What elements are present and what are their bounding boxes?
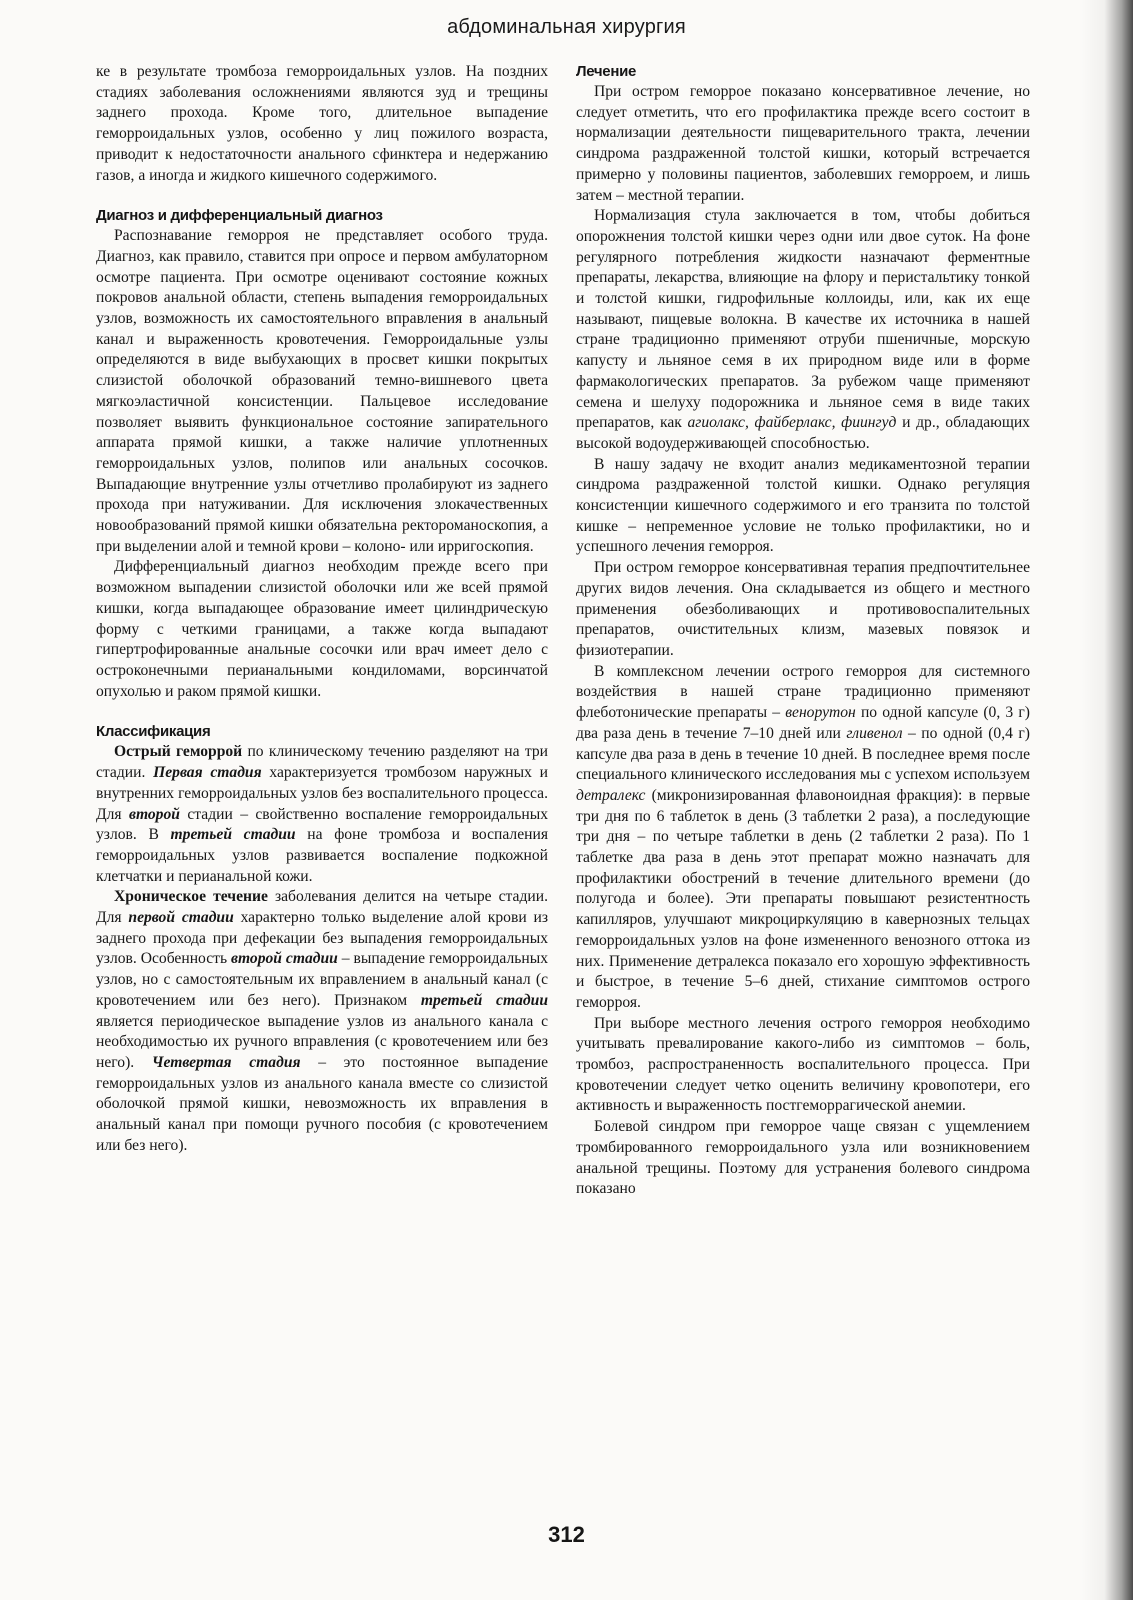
term-stage-4: Четвертая стадия — [151, 1053, 301, 1071]
paragraph-treatment-1: При остром геморрое показано консервативное лечение, но следует отметить, что его профилактика прежде всего состоит в нормализации деятельности пищеварительного тракта, лечении синдрома раздраженной толстой кишки, который встречается примерно у половины пациентов, заболевших геморроем, и лишь затем – местной терапии. — [576, 83, 1030, 204]
heading-classification: Классификация — [96, 723, 211, 741]
spacer — [96, 186, 548, 206]
left-column — [96, 62, 548, 1156]
running-head: абдоминальная хирургия — [447, 16, 686, 38]
text-run: стадии – свойственно воспаление геморроидальных узлов. В — [96, 805, 548, 844]
paragraph-treatment-7: Болевой синдром при геморрое чаще связан с ущемлением тромбированного геморроидального узла или возникновением анальной трещины. Поэтому для устранения болевого синдрома показано — [576, 1118, 1030, 1198]
right-column — [576, 62, 1030, 1200]
drug-name: гливенол — [846, 724, 903, 742]
paragraph-treatment-3: В нашу задачу не входит анализ медикаментозной терапии синдрома раздраженной толстой кишки. Однако регуляция консистенции кишечного содержимого и его транзита по толстой кишке – непременное условие не только профилактики, но и успешного лечения геморроя. — [576, 455, 1030, 556]
paragraph-treatment-4: При остром геморрое консервативная терапия предпочтительнее других видов лечения. Она складывается из общего и местного применения обезболивающих и противовоспалительных препаратов, очистительных клизм, мазевых повязок и физиотерапии. — [576, 559, 1030, 659]
spacer — [96, 702, 548, 722]
drug-name: венорутон — [785, 704, 856, 722]
drug-name: детралекс — [576, 786, 646, 804]
binding-shadow — [1081, 0, 1133, 1600]
term-stage-1: Первая стадия — [153, 764, 262, 782]
paragraph-treatment-6: При выборе местного лечения острого геморроя необходимо учитывать превалирование какого-либо из симптомов – боль, тромбоз, распространенность воспалительного процесса. При кровотечении следует четко оценить величину кровопотери, его активность и выраженность постгеморрагической анемии. — [576, 1014, 1030, 1115]
text-run: – выпадение геморроидальных узлов, но с самостоятельным их вправлением в анальный канал (с кровотечением или без него). Признаком — [96, 950, 548, 1009]
paragraph-treatment-2 — [576, 206, 1030, 454]
heading-diagnosis: Диагноз и дифференциальный диагноз — [96, 207, 383, 225]
term-stage-3: третьей стадии — [170, 826, 296, 844]
term-stage-1: первой стадии — [128, 909, 234, 927]
paragraph-acute — [96, 742, 548, 887]
text-run: по одной капсуле (0, 3 г) два раза день в течение 7–10 дней или — [576, 704, 1030, 742]
text-run: В комплексном лечении острого геморроя для системного воздействия в нашей стране традиционно применяют флеботонические препараты – — [576, 662, 1030, 722]
term-stage-2: второй стадии — [231, 950, 338, 968]
paragraph-chronic — [96, 887, 548, 1156]
text-run: Нормализация стула заключается в том, чтобы добиться опорожнения толстой кишки через одни или двое суток. На фоне регулярного потребления жидкости назначают ферментные препараты, лекарства, влияющие на флору и перистальтику тонкой и толстой кишки, гидрофильные коллоиды, или, как их еще называют, пищевые волокна. В качестве их источника в нашей стране традиционно применяют отруби пшеничные, морскую капусту и льняное семя в их природном виде или в форме фармакологических препаратов. За рубежом чаще применяют семена и шелуху подорожника и льняное семя в виде таких препаратов, как — [576, 207, 1030, 432]
drug-names: агиолакс, файберлакс, фиингуд — [687, 414, 897, 432]
term-stage-2: второй — [128, 805, 180, 823]
text-run: характеризуется тромбозом наружных и внутренних геморроидальных узлов без воспалительного процесса. Для — [96, 764, 548, 823]
paragraph-continued: ке в результате тромбоза геморроидальных узлов. На поздних стадиях заболевания осложнениями являются зуд и трещины заднего прохода. Кроме того, длительное выпадение геморроидальных узлов, особенно у лиц пожилого возраста, приводит к недостаточности анального сфинктера и недержанию газов, а иногда и жидкого кишечного содержимого. — [96, 63, 548, 184]
paragraph-differential: Дифференциальный диагноз необходим прежде всего при возможном выпадении слизистой оболочки или же всей прямой кишки, когда выпадающее образование имеет цилиндрическую форму с четкими границами, а также когда выпадают гипертрофированные анальные сосочки или врач имеет дело с остроконечными перианальными кондиломами, ворсинчатой опухолью и раком прямой кишки. — [96, 558, 548, 700]
text-run: является периодическое выпадение узлов из анального канала с необходимостью их ручного вправления (с кровотечением или без него). — [96, 1012, 548, 1071]
text-run: (микронизированная флавоноидная фракция): в первые три дня по 6 таблеток в день (3 таблетки 2 раза), а последующие три дня – по четыре таблетки в день (2 таблетки 2 раза). По 1 таблетке два раза в день этот препарат можно назначать для профилактики обострений в течение длительного времени (до полугода и более). Эти препараты повышают резистентность капилляров, улучшают микроциркуляцию в кавернозных тельцах геморроидальных узлов на фоне измененного венозного оттока из них. Применение детралекса показало его хорошую эффективность и быстрое, в течение 5–6 дней, стихание симптомов острого геморроя. — [576, 786, 1030, 1011]
term-acute: Острый геморрой — [114, 743, 243, 761]
paragraph-treatment-5 — [576, 662, 1030, 1014]
text-run: заболевания делится на четыре стадии. Для — [96, 888, 548, 927]
text-run: – по одной (0,4 г) капсуле два раза в день в течение 10 дней. В последнее время после специального клинического исследования мы с успехом используем — [576, 724, 1030, 784]
paragraph-diagnosis: Распознавание геморроя не представляет особого труда. Диагноз, как правило, ставится при опросе и первом амбулаторном осмотре пациента. При осмотре оценивают состояние кожных покровов анальной области, степень выпадения геморроидальных узлов, возможность их самостоятельного вправления в анальный канал и выраженность кровотечения. Геморроидальные узлы определяются в виде выбухающих в просвет кишки покрытых слизистой оболочкой образований темно-вишневого цвета мягкоэластичной консистенции. Пальцевое исследование позволяет выявить функциональное состояние запирательного аппарата прямой кишки, а также наличие уплотненных геморроидальных узлов, полипов или анальных сосочков. Выпадающие внутренние узлы отчетливо пролабируют из заднего прохода при натуживании. Для исключения злокачественных новообразований прямой кишки обязательна ректороманоскопия, а при выделении алой и темной крови – колоно- или ирригоскопия. — [96, 227, 548, 555]
text-run: – это постоянное выпадение геморроидальных узлов из анального канала вместе со слизистой оболочкой прямой кишки, невозможность их вправления в анальный канал при помощи ручного пособия (с кровотечением или без него). — [96, 1053, 548, 1154]
text-run: характерно только выделение алой крови из заднего прохода при дефекации без выпадения геморроидальных узлов. Особенность — [96, 909, 548, 968]
page-number: 312 — [548, 1522, 585, 1547]
text-run: на фоне тромбоза и воспаления геморроидальных узлов развивается воспаление подкожной клетчатки и перианальной кожи. — [96, 826, 548, 885]
term-stage-3: третьей стадии — [420, 991, 548, 1009]
text-run: по клиническому течению разделяют на три стадии. — [96, 743, 548, 782]
text-run: и др., обладающих высокой водоудерживающей способностью. — [576, 414, 1030, 452]
term-chronic: Хроническое течение — [114, 888, 268, 906]
heading-treatment: Лечение — [576, 63, 637, 80]
